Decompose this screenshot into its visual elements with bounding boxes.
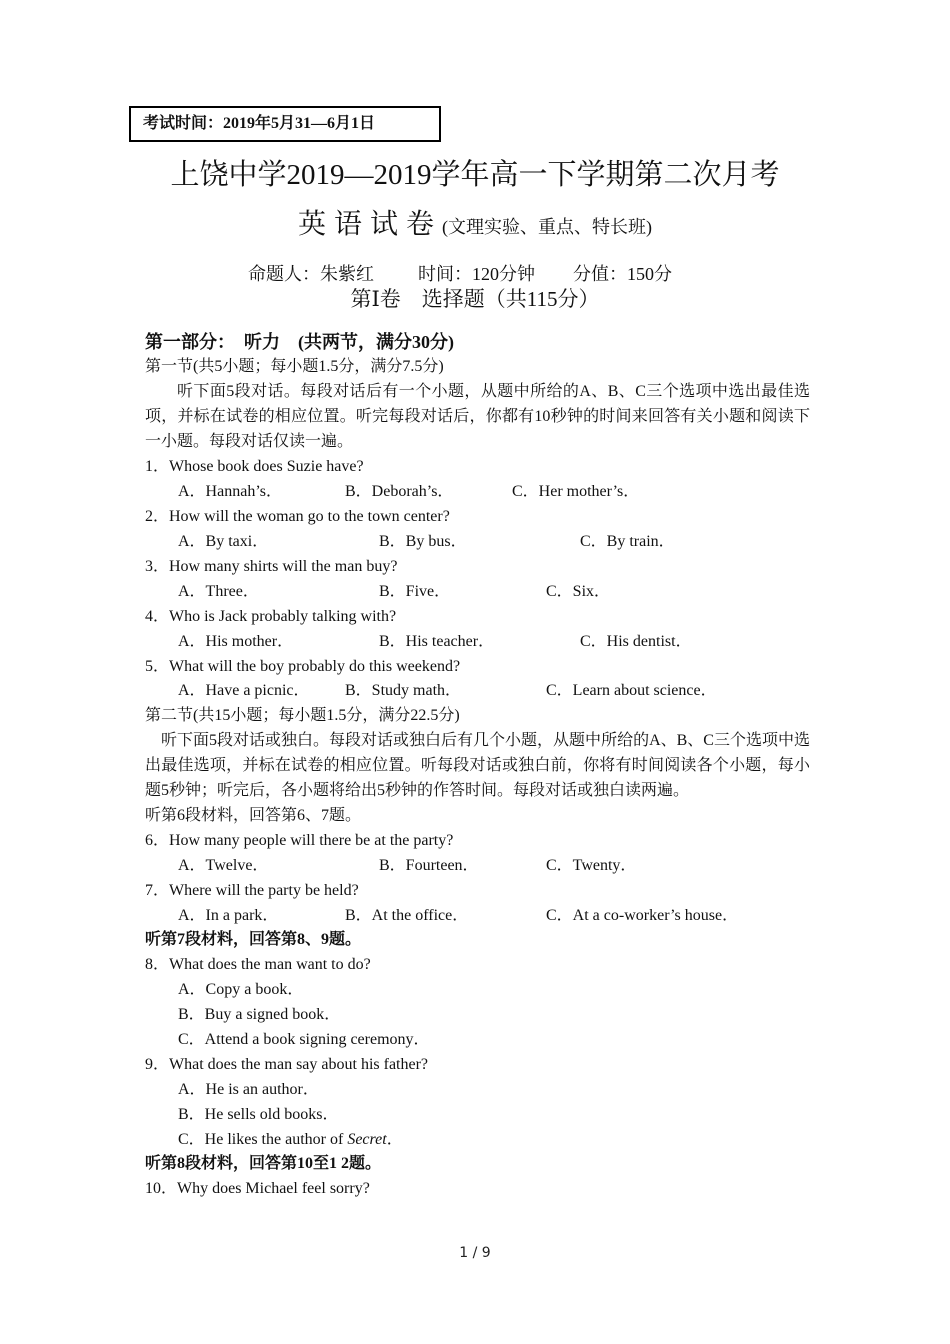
question-option-c: C．Six．	[546, 583, 611, 600]
question-option-a: A．In a park．	[178, 907, 279, 924]
exam-info-line	[248, 262, 672, 286]
question-option-a: A．Have a picnic．	[178, 682, 310, 699]
question-stem: 5．What will the boy probably do this weekend?	[145, 658, 461, 675]
material-8-instruction: 听第8段材料，回答第10至1 2题。	[145, 1155, 382, 1172]
question-stem: 2．How will the woman go to the town center?	[145, 508, 450, 525]
exam-title: 上饶中学2019—2019学年高一下学期第二次月考	[170, 159, 780, 191]
material-7-instruction: 听第7段材料，回答第8、9题。	[145, 931, 362, 948]
subtitle-note: (文理实验、重点、特长班)	[442, 217, 652, 237]
question-option-c: C．Learn about science．	[546, 682, 717, 699]
question-option-b: B．At the office．	[345, 907, 469, 924]
question-stem: 7．Where will the party be held?	[145, 882, 359, 899]
question-stem: 1．Whose book does Suzie have?	[145, 458, 364, 475]
question-stem: 3．How many shirts will the man buy?	[145, 558, 398, 575]
question-option-c: C．At a co-worker’s house．	[546, 907, 739, 924]
section2-instructions: 听下面5段对话或独白。每段对话或独白后有几个小题，从题中所给的A、B、C三个选项中选出最佳选项，并标在试卷的相应位置。听每段对话或独白前，你将有时间阅读各个小题，每小题5秒钟；听完后，各小题将给出5秒钟的作答时间。每段对话或独白读两遍。	[145, 732, 810, 799]
question-option-c: C．His dentist．	[580, 633, 692, 650]
question-stem: 4．Who is Jack probably talking with?	[145, 608, 397, 625]
part1-heading: 第一部分： 听力 (共两节，满分30分)	[145, 332, 454, 352]
question-stem: 6．How many people will there be at the party?	[145, 832, 454, 849]
question-option-a: A．He is an author．	[178, 1081, 319, 1098]
question-option-b: B．Fourteen．	[379, 857, 479, 874]
subtitle-main: 英语试卷	[297, 209, 442, 240]
question-option-a: A．Hannah’s．	[178, 483, 282, 500]
question-stem: 8．What does the man want to do?	[145, 956, 371, 973]
exam-subtitle	[0, 206, 950, 248]
question-option-a: A．Three．	[178, 583, 259, 600]
question-option-b: B．His teacher．	[379, 633, 495, 650]
question-option-c: C．Her mother’s．	[512, 483, 640, 500]
question-option-a: A．Copy a book．	[178, 981, 304, 998]
question-option-c	[178, 1128, 403, 1153]
question-option-a: A．By taxi．	[178, 533, 269, 550]
option-c-title: Secret	[347, 1131, 387, 1148]
page-number: 1 / 9	[459, 1245, 491, 1261]
option-c-suffix: ．	[386, 1131, 403, 1148]
question-option-b: B．Study math．	[345, 682, 462, 699]
question-option-b: B．By bus．	[379, 533, 467, 550]
question-option-b: B．He sells old books．	[178, 1106, 339, 1123]
question-stem: 10．Why does Michael feel sorry?	[145, 1180, 370, 1197]
info-score: 分值：150分	[573, 264, 672, 284]
question-option-a: A．His mother．	[178, 633, 294, 650]
question-option-c: C．Attend a book signing ceremony．	[178, 1031, 430, 1048]
info-time: 时间：120分钟	[418, 264, 535, 284]
question-option-c: C．By train．	[580, 533, 675, 550]
question-option-b: B．Deborah’s．	[345, 483, 454, 500]
question-option-b: B．Five．	[379, 583, 451, 600]
section2-heading: 第二节(共15小题；每小题1.5分，满分22.5分)	[145, 707, 460, 724]
volume-title: 第Ⅰ卷 选择题（共115分）	[350, 287, 600, 311]
section1-heading: 第一节(共5小题；每小题1.5分，满分7.5分)	[145, 358, 444, 375]
question-stem: 9．What does the man say about his father?	[145, 1056, 429, 1073]
exam-time-box: 考试时间：2019年5月31—6月1日	[129, 106, 441, 142]
question-option-b: B．Buy a signed book．	[178, 1006, 341, 1023]
material-6-instruction: 听第6段材料，回答第6、7题。	[145, 807, 362, 824]
info-author: 命题人：朱紫红	[248, 264, 374, 284]
question-option-c: C．Twenty．	[546, 857, 637, 874]
option-c-prefix: C．He likes the author of	[178, 1131, 348, 1148]
question-option-a: A．Twelve．	[178, 857, 269, 874]
section1-instructions: 听下面5段对话。每段对话后有一个小题，从题中所给的A、B、C三个选项中选出最佳选项，并标在试卷的相应位置。听完每段对话后，你都有10秒钟的时间来回答有关小题和阅读下一小题。每段对话仅读一遍。	[145, 383, 810, 450]
